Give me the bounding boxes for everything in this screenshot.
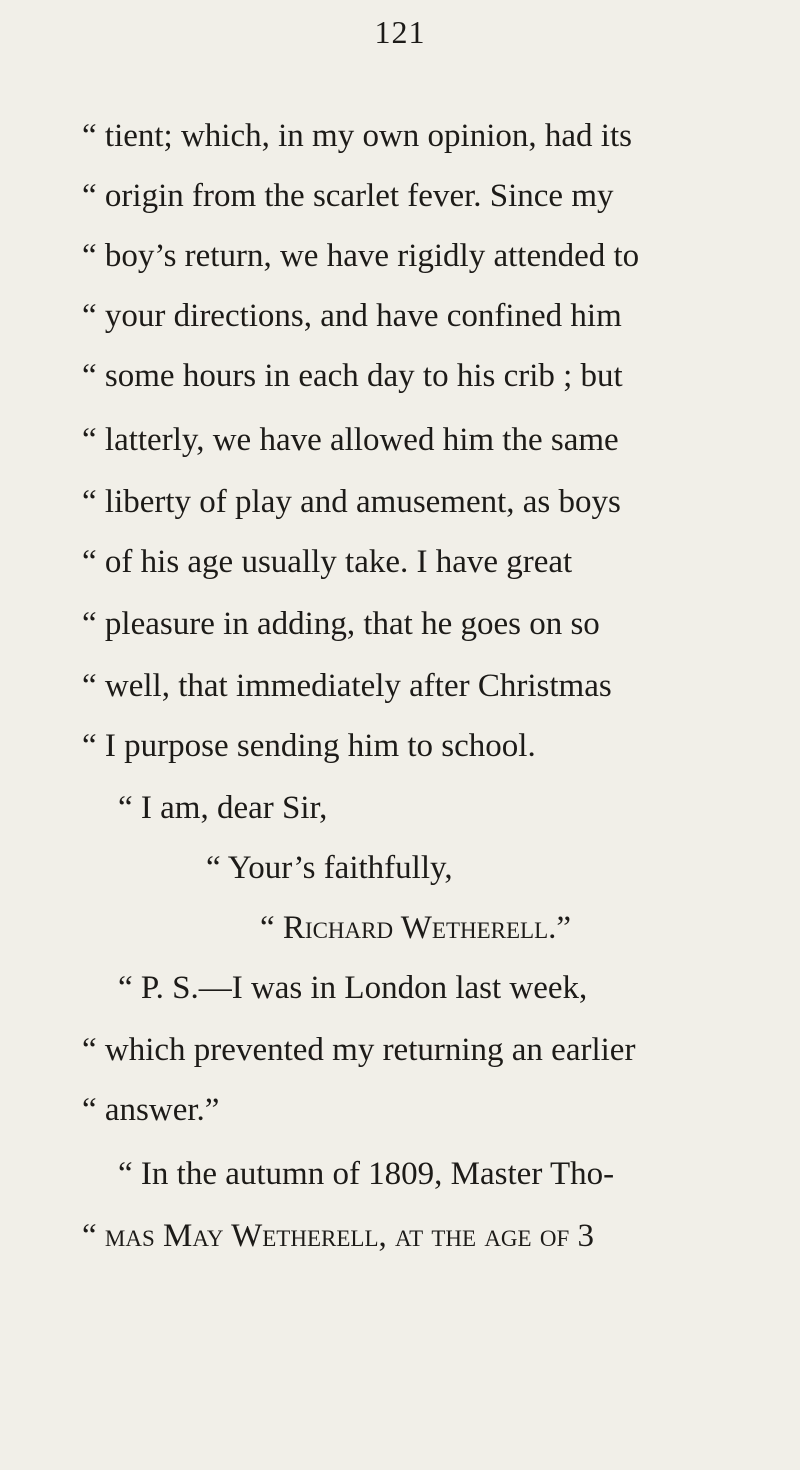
line-text: pleasure in adding, that he goes on so <box>104 606 600 642</box>
line-text: boy’s return, we have rigidly attended to <box>104 238 640 274</box>
opening-quote: “ <box>82 544 97 580</box>
opening-quote: “ <box>82 118 97 154</box>
opening-quote: “ <box>82 1092 97 1128</box>
text-line <box>82 236 639 276</box>
line-text: P. S.—I was in London last week, <box>140 970 588 1006</box>
line-text: of his age usually take. I have great <box>104 544 573 580</box>
line-text: latterly, we have allowed him the same <box>104 422 619 458</box>
line-text: your directions, and have confined him <box>104 298 622 334</box>
text-line <box>82 296 622 336</box>
text-line <box>82 1090 219 1130</box>
opening-quote: “ <box>82 606 97 642</box>
opening-quote: “ <box>82 298 97 334</box>
text-line <box>82 542 572 582</box>
opening-quote: “ <box>82 238 97 274</box>
line-text: I purpose sending him to school. <box>104 728 536 764</box>
text-line <box>82 420 619 460</box>
line-text: Your’s faithfully, <box>227 850 453 886</box>
opening-quote: “ <box>82 1032 97 1068</box>
text-line <box>82 482 621 522</box>
line-text: liberty of play and amusement, as boys <box>104 484 621 520</box>
text-line <box>118 968 587 1008</box>
page-number: 121 <box>374 14 426 50</box>
opening-quote: “ <box>118 790 133 826</box>
opening-quote: “ <box>206 850 221 886</box>
text-line <box>118 1154 614 1194</box>
text-line <box>82 1216 594 1256</box>
line-text: answer.” <box>104 1092 220 1128</box>
opening-quote: “ <box>118 1156 133 1192</box>
opening-quote: “ <box>82 358 97 394</box>
opening-quote: “ <box>118 970 133 1006</box>
opening-quote: “ <box>82 1218 97 1254</box>
signature-line <box>206 848 453 888</box>
opening-quote: “ <box>82 484 97 520</box>
line-text: well, that immediately after Christmas <box>104 668 612 704</box>
text-line <box>82 1030 635 1070</box>
text-line <box>82 116 632 156</box>
text-line <box>82 666 612 706</box>
opening-quote: “ <box>82 422 97 458</box>
closing-line <box>118 788 327 828</box>
line-text: In the autumn of 1809, Master Tho- <box>140 1156 615 1192</box>
line-text: some hours in each day to his crib ; but <box>104 358 623 394</box>
line-text: Richard Wetherell.” <box>282 910 572 946</box>
line-text: which prevented my returning an earlier <box>104 1032 636 1068</box>
line-text: I am, dear Sir, <box>140 790 328 826</box>
opening-quote: “ <box>82 668 97 704</box>
opening-quote: “ <box>82 728 97 764</box>
signature-name <box>260 908 571 948</box>
line-text: mas May Wetherell, at the age of 3 <box>104 1218 594 1254</box>
line-text: tient; which, in my own opinion, had its <box>104 118 632 154</box>
text-line <box>82 176 614 216</box>
opening-quote: “ <box>260 910 275 946</box>
opening-quote: “ <box>82 178 97 214</box>
line-text: origin from the scarlet fever. Since my <box>104 178 614 214</box>
text-line <box>82 726 536 766</box>
text-line <box>82 604 600 644</box>
text-line <box>82 356 623 396</box>
